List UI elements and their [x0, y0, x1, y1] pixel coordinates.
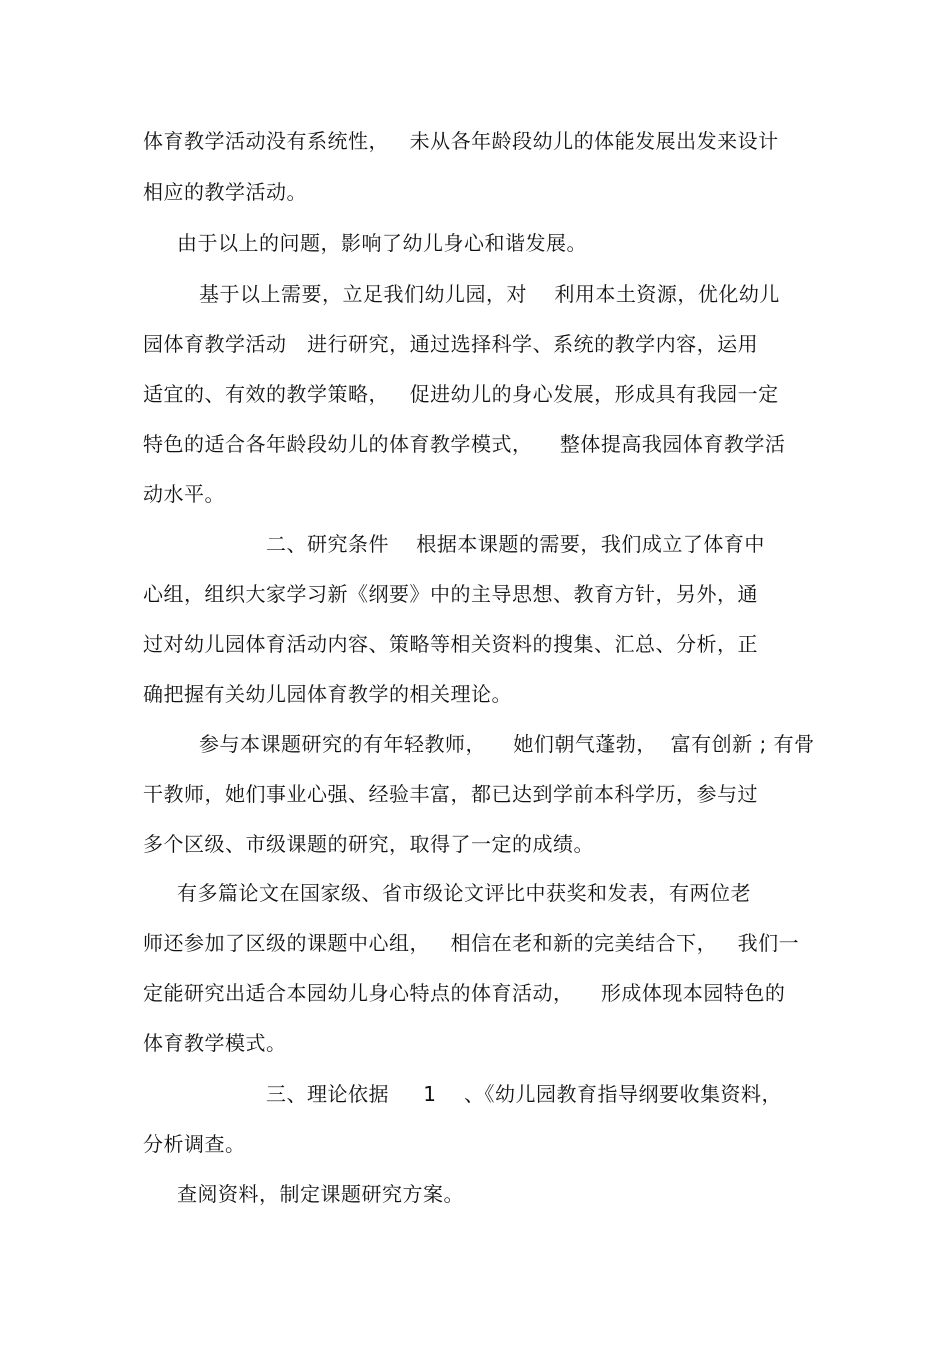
text-line: 有多篇论文在国家级、省市级论文评比中获奖和发表，有两位老 — [177, 881, 751, 905]
text-line: 确把握有关幼儿园体育教学的相关理论。 — [143, 682, 512, 706]
text-line: 基于以上需要，立足我们幼儿园，对 利用本土资源，优化幼儿 — [199, 282, 780, 306]
text-line: 心组，组织大家学习新《纲要》中的主导思想、教育方针，另外，通 — [143, 582, 758, 606]
text-line: 分析调查。 — [143, 1132, 246, 1156]
text-line: 参与本课题研究的有年轻教师， 她们朝气蓬勃， 富有创新 ; 有骨 — [199, 732, 815, 756]
text-line: 相应的教学活动。 — [143, 180, 307, 204]
text-line: 查阅资料，制定课题研究方案。 — [177, 1182, 464, 1206]
text-line: 特色的适合各年龄段幼儿的体育教学模式， 整体提高我园体育教学活 — [143, 432, 786, 456]
text-line: 体育教学模式。 — [143, 1031, 287, 1055]
text-line: 园体育教学活动 进行研究，通过选择科学、系统的教学内容，运用 — [143, 332, 759, 356]
text-line: 多个区级、市级课题的研究，取得了一定的成绩。 — [143, 832, 594, 856]
text-line: 体育教学活动没有系统性， 未从各年龄段幼儿的体能发展出发来设计 — [143, 129, 779, 153]
text-line: 由于以上的问题，影响了幼儿身心和谐发展。 — [177, 231, 587, 255]
text-line: 干教师，她们事业心强、经验丰富，都已达到学前本科学历，参与过 — [143, 782, 758, 806]
text-line: 动水平。 — [143, 482, 225, 506]
section-heading-line: 三、理论依据 1 、《幼儿园教育指导纲要收集资料， — [266, 1082, 782, 1106]
text-line: 定能研究出适合本园幼儿身心特点的体育活动， 形成体现本园特色的 — [143, 981, 786, 1005]
section-heading-line: 二、研究条件 根据本课题的需要，我们成立了体育中 — [266, 532, 765, 556]
text-line: 适宜的、有效的教学策略， 促进幼儿的身心发展，形成具有我园一定 — [143, 382, 779, 406]
text-line: 过对幼儿园体育活动内容、策略等相关资料的搜集、汇总、分析，正 — [143, 632, 758, 656]
text-line: 师还参加了区级的课题中心组， 相信在老和新的完美结合下， 我们一 — [143, 931, 800, 955]
